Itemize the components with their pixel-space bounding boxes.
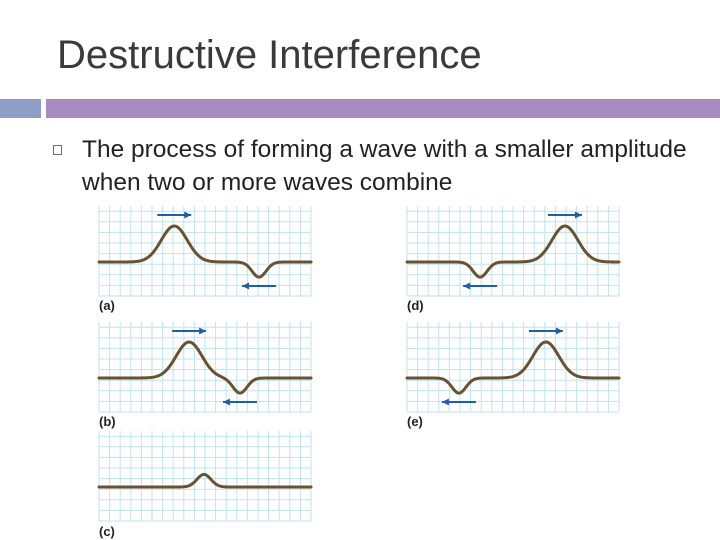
arrow-head <box>463 283 470 290</box>
panel-a-label: (a) <box>99 298 115 313</box>
accent-bar-right <box>46 99 720 118</box>
panel-b-label: (b) <box>99 414 116 429</box>
grid <box>99 206 311 296</box>
panel-d-label: (d) <box>407 298 424 313</box>
bullet-square-icon <box>53 145 62 155</box>
panel-c-graph <box>99 431 311 521</box>
arrow-head <box>184 212 191 219</box>
arrow-head <box>242 283 249 290</box>
bullet-text: The process of forming a wave with a smaller amplitude when two or more waves combine <box>82 136 687 196</box>
arrow-left-icon <box>242 283 276 290</box>
panel-e <box>407 322 619 412</box>
panel-a <box>99 206 311 296</box>
grid <box>407 206 619 296</box>
arrow-head <box>556 328 563 335</box>
panel-e-graph <box>407 322 619 412</box>
grid <box>99 322 311 412</box>
arrow-right-icon <box>548 212 582 219</box>
panel-a-graph <box>99 206 311 296</box>
arrow-right-icon <box>172 328 206 335</box>
panel-b <box>99 322 311 412</box>
grid <box>407 322 619 412</box>
accent-bar-left <box>0 99 41 118</box>
arrow-head <box>442 399 449 406</box>
panel-b-graph <box>99 322 311 412</box>
panel-d-graph <box>407 206 619 296</box>
slide-title: Destructive Interference <box>57 33 482 77</box>
arrow-left-icon <box>223 399 257 406</box>
panel-d <box>407 206 619 296</box>
arrow-head <box>575 212 582 219</box>
panel-c <box>99 431 311 521</box>
panel-c-label: (c) <box>99 524 115 539</box>
panel-e-label: (e) <box>407 414 423 429</box>
